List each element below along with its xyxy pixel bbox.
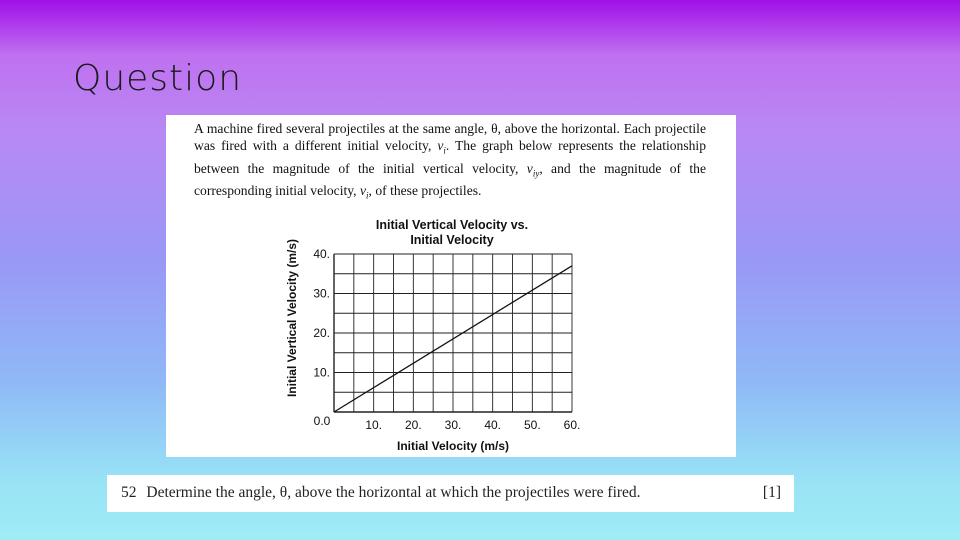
- question-text: [121, 484, 781, 502]
- x-axis-label: Initial Velocity (m/s): [396, 439, 510, 453]
- origin-label: 0.0: [313, 414, 331, 428]
- x-tick-label: 30.: [444, 418, 462, 432]
- var-viy: v: [526, 160, 533, 176]
- y-axis-label: Initial Vertical Velocity (m/s): [285, 238, 299, 398]
- question-number: 52: [121, 484, 137, 501]
- question-bar: [107, 475, 794, 512]
- y-tick-label: 20.: [313, 326, 330, 340]
- chart-grid: [334, 254, 572, 412]
- chart-tick-labels: [313, 247, 580, 432]
- question-points: [1]: [762, 484, 781, 501]
- y-tick-label: 30.: [313, 286, 330, 301]
- y-tick-label: 40.: [313, 247, 330, 261]
- velocity-chart: [166, 115, 736, 457]
- slide-title: Question: [73, 58, 243, 99]
- prompt-part4: , of these projectiles.: [368, 183, 482, 199]
- x-tick-label: 50.: [523, 418, 541, 432]
- prompt-part2: . The graph below represents the relationship between the magnitude of the initial vertical velocity,: [194, 138, 706, 176]
- prompt-part1: A machine fired several projectiles at the same angle, θ, above the horizontal. Each projectile was fired with a different initial velocity,: [194, 121, 706, 153]
- sub-i: i: [443, 145, 446, 156]
- question-body: Determine the angle, θ, above the horizontal at which the projectiles were fired.: [146, 484, 641, 501]
- sub-i-second: i: [366, 191, 369, 202]
- figure-panel: [166, 115, 736, 457]
- chart-title-line2: Initial Velocity: [410, 233, 494, 247]
- sub-iy: iy: [532, 168, 540, 179]
- x-tick-label: 20.: [404, 418, 422, 432]
- x-tick-label: 60.: [563, 418, 581, 432]
- x-tick-label: 10.: [365, 418, 383, 432]
- x-tick-label: 40.: [484, 418, 502, 432]
- var-vi-second: v: [359, 183, 367, 199]
- prompt-part3: , and the magnitude of the corresponding initial velocity,: [194, 160, 706, 199]
- var-vi: v: [437, 138, 444, 153]
- y-tick-label: 10.: [313, 365, 330, 380]
- chart-title-line1: Initial Vertical Velocity vs.: [375, 218, 529, 232]
